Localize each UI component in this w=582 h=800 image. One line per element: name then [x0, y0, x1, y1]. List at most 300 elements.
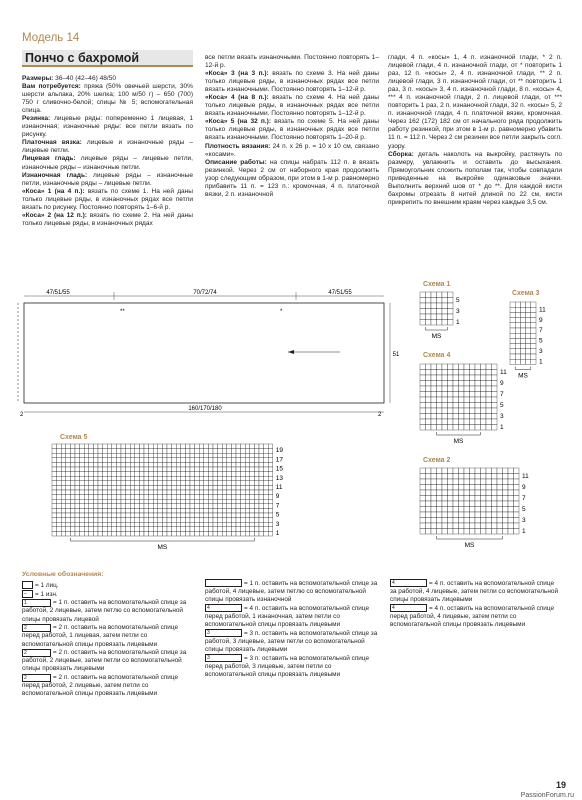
grid-cell	[172, 522, 177, 527]
grid-cell	[508, 518, 514, 524]
grid-cell	[514, 490, 520, 496]
grid-cell	[93, 449, 98, 454]
col2-paragraph	[205, 143, 379, 159]
grid-cell	[481, 468, 487, 474]
grid-cell	[121, 444, 126, 449]
grid-cell	[61, 531, 66, 536]
grid-cell	[93, 462, 98, 467]
grid-cell	[195, 462, 200, 467]
grid-cell	[470, 403, 476, 409]
grid-cell	[98, 531, 103, 536]
row-number: 5	[522, 506, 526, 513]
grid-cell	[172, 444, 177, 449]
grid-cell	[431, 529, 437, 535]
grid-cell	[227, 522, 232, 527]
grid-cell	[431, 320, 437, 326]
grid-cell	[250, 472, 255, 477]
grid-cell	[426, 468, 432, 474]
grid-cell	[464, 414, 470, 420]
grid-cell	[486, 403, 492, 409]
legend-text: = 3 п. оставить на вспомогательной спице перед работой, 3 лицевые, затем петли со вспомогательной спицы провязать лицевыми	[205, 654, 370, 678]
paragraph-heading: Платочная вязка:	[22, 139, 82, 147]
grid-cell	[126, 485, 131, 490]
grid-cell	[241, 481, 246, 486]
grid-cell	[121, 481, 126, 486]
legend-column-3	[390, 579, 562, 629]
grid-cell	[144, 485, 149, 490]
grid-cell	[98, 518, 103, 523]
grid-cell	[497, 490, 503, 496]
grid-cell	[503, 501, 509, 507]
grid-cell	[162, 504, 167, 509]
grid-cell	[70, 476, 75, 481]
row-number: 3	[275, 520, 280, 528]
grid-cell	[514, 512, 520, 518]
grid-cell	[172, 495, 177, 500]
ms-label: MS	[464, 542, 475, 549]
grid-cell	[475, 425, 481, 431]
grid-cell	[241, 527, 246, 532]
grid-cell	[250, 485, 255, 490]
grid-cell	[431, 370, 437, 376]
grid-cell	[167, 518, 172, 523]
grid-cell	[250, 490, 255, 495]
grid-cell	[139, 444, 144, 449]
grid-cell	[231, 527, 236, 532]
grid-cell	[153, 481, 158, 486]
paragraph-heading: Лицевая гладь:	[22, 155, 76, 163]
grid-cell	[172, 453, 177, 458]
grid-cell	[492, 518, 498, 524]
grid-cell	[250, 481, 255, 486]
grid-cell	[464, 518, 470, 524]
grid-cell	[426, 507, 432, 513]
grid-cell	[121, 490, 126, 495]
grid-cell	[453, 496, 459, 502]
col1-paragraph	[22, 83, 193, 115]
row-number: 11	[522, 473, 529, 480]
grid-cell	[475, 479, 481, 485]
grid-cell	[89, 531, 94, 536]
grid-cell	[204, 508, 209, 513]
grid-cell	[264, 458, 269, 463]
grid-cell	[486, 386, 492, 392]
grid-cell	[236, 444, 241, 449]
legend-text: = 4 п. оставить на вспомогательной спице перед работой, 4 лицевые, затем петли со вспомогательной спицы провязать лицевыми	[390, 604, 555, 628]
grid-cell	[167, 527, 172, 532]
grid-cell	[121, 476, 126, 481]
grid-cell	[126, 531, 131, 536]
grid-cell	[70, 472, 75, 477]
grid-cell	[250, 444, 255, 449]
grid-cell	[57, 458, 62, 463]
grid-cell	[80, 522, 85, 527]
grid-cell	[459, 381, 465, 387]
grid-cell	[222, 453, 227, 458]
grid-cell	[426, 392, 432, 398]
grid-cell	[103, 467, 108, 472]
grid-cell	[250, 453, 255, 458]
grid-cell	[259, 508, 264, 513]
grid-cell	[126, 462, 131, 467]
grid-cell	[75, 518, 80, 523]
legend-item	[390, 579, 562, 604]
legend-item	[22, 590, 194, 599]
grid-cell	[492, 414, 498, 420]
grid-cell	[84, 485, 89, 490]
grid-cell	[162, 518, 167, 523]
grid-cell	[241, 531, 246, 536]
grid-cell	[107, 522, 112, 527]
grid-cell	[213, 453, 218, 458]
dim-side: 51	[392, 352, 400, 358]
grid-cell	[80, 462, 85, 467]
grid-cell	[520, 333, 525, 338]
grid-cell	[130, 462, 135, 467]
grid-cell	[515, 344, 520, 349]
grid-cell	[204, 462, 209, 467]
grid-cell	[264, 504, 269, 509]
scheme-1-grid	[418, 290, 498, 340]
grid-cell	[135, 527, 140, 532]
grid-cell	[158, 518, 163, 523]
grid-cell	[176, 472, 181, 477]
grid-cell	[515, 349, 520, 354]
grid-cell	[149, 485, 154, 490]
grid-cell	[162, 508, 167, 513]
grid-cell	[84, 444, 89, 449]
grid-cell	[52, 518, 57, 523]
grid-cell	[167, 449, 172, 454]
grid-cell	[227, 444, 232, 449]
grid-cell	[126, 522, 131, 527]
grid-cell	[245, 476, 250, 481]
grid-cell	[66, 518, 71, 523]
grid-cell	[497, 501, 503, 507]
row-number: 7	[500, 391, 504, 398]
grid-cell	[515, 354, 520, 359]
grid-cell	[437, 403, 443, 409]
grid-cell	[442, 468, 448, 474]
grid-cell	[208, 513, 213, 518]
grid-cell	[103, 531, 108, 536]
grid-cell	[520, 312, 525, 317]
instructions-column-1	[22, 75, 193, 228]
grid-cell	[420, 474, 426, 480]
grid-cell	[459, 496, 465, 502]
grid-cell	[475, 490, 481, 496]
grid-cell	[204, 476, 209, 481]
grid-cell	[185, 462, 190, 467]
grid-cell	[116, 490, 121, 495]
col1-paragraph	[22, 212, 193, 228]
grid-cell	[199, 495, 204, 500]
grid-cell	[162, 495, 167, 500]
grid-cell	[497, 507, 503, 513]
grid-cell	[121, 531, 126, 536]
grid-cell	[116, 485, 121, 490]
grid-cell	[57, 444, 62, 449]
row-number: 7	[275, 502, 280, 510]
grid-cell	[172, 458, 177, 463]
grid-cell	[199, 458, 204, 463]
grid-cell	[135, 444, 140, 449]
row-number: 9	[539, 316, 543, 324]
grid-cell	[144, 453, 149, 458]
grid-cell	[236, 485, 241, 490]
grid-cell	[103, 485, 108, 490]
grid-cell	[514, 468, 520, 474]
grid-cell	[264, 527, 269, 532]
grid-cell	[481, 381, 487, 387]
grid-cell	[492, 501, 498, 507]
grid-cell	[139, 453, 144, 458]
grid-cell	[112, 508, 117, 513]
grid-cell	[231, 522, 236, 527]
grid-cell	[437, 320, 443, 326]
paragraph-heading: «Коса» 3 (на 3 п.):	[205, 70, 269, 78]
grid-cell	[153, 453, 158, 458]
grid-cell	[470, 490, 476, 496]
grid-cell	[218, 449, 223, 454]
grid-cell	[190, 458, 195, 463]
grid-cell	[185, 472, 190, 477]
grid-cell	[227, 518, 232, 523]
grid-cell	[227, 490, 232, 495]
grid-cell	[453, 419, 459, 425]
grid-cell	[84, 531, 89, 536]
grid-cell	[448, 408, 454, 414]
grid-cell	[222, 490, 227, 495]
grid-cell	[213, 508, 218, 513]
grid-cell	[112, 522, 117, 527]
grid-cell	[103, 476, 108, 481]
grid-cell	[259, 495, 264, 500]
grid-cell	[204, 527, 209, 532]
grid-cell	[158, 472, 163, 477]
grid-cell	[158, 527, 163, 532]
grid-cell	[107, 467, 112, 472]
grid-cell	[167, 476, 172, 481]
grid-cell	[268, 485, 273, 490]
grid-cell	[470, 529, 476, 535]
grid-cell	[437, 298, 443, 304]
grid-cell	[448, 397, 454, 403]
grid-cell	[57, 462, 62, 467]
grid-cell	[190, 508, 195, 513]
grid-cell	[437, 314, 443, 320]
grid-cell	[503, 512, 509, 518]
grid-cell	[231, 458, 236, 463]
row-number: 5	[456, 297, 460, 304]
grid-cell	[107, 472, 112, 477]
legend-item	[22, 649, 194, 674]
legend-item	[205, 629, 379, 654]
grid-cell	[245, 504, 250, 509]
row-number: 3	[500, 413, 504, 420]
grid-cell	[149, 518, 154, 523]
grid-cell	[464, 381, 470, 387]
grid-cell	[61, 490, 66, 495]
grid-cell	[475, 414, 481, 420]
legend-symbol-icon: 4	[390, 579, 427, 587]
grid-cell	[89, 513, 94, 518]
grid-cell	[497, 512, 503, 518]
grid-cell	[84, 527, 89, 532]
legend-symbol-icon: 4	[390, 604, 427, 612]
grid-cell	[453, 512, 459, 518]
grid-cell	[437, 518, 443, 524]
grid-cell	[103, 462, 108, 467]
grid-cell	[222, 513, 227, 518]
paragraph-text: лицевые и изнаночные ряды – лицевые петли.	[22, 139, 194, 155]
grid-cell	[172, 527, 177, 532]
grid-cell	[93, 444, 98, 449]
grid-cell	[107, 518, 112, 523]
grid-cell	[442, 381, 448, 387]
grid-cell	[139, 485, 144, 490]
grid-cell	[481, 485, 487, 491]
grid-cell	[250, 508, 255, 513]
grid-cell	[172, 476, 177, 481]
paragraph-text: вязать по схеме 5. На ней даны только лицевые ряды, в изнаночных рядах все петли вязать изнаночными. Постоянно повторять 1–20-й р.	[205, 118, 379, 142]
grid-cell	[431, 468, 437, 474]
grid-cell	[222, 531, 227, 536]
grid-cell	[139, 462, 144, 467]
grid-cell	[486, 501, 492, 507]
grid-cell	[84, 476, 89, 481]
grid-cell	[61, 504, 66, 509]
legend-text: = 1 п. оставить на вспомогательной спице за работой, 4 лицевые, затем петлю со вспомогательной спицы провязать изнаночной	[205, 579, 378, 603]
grid-cell	[75, 504, 80, 509]
grid-cell	[144, 449, 149, 454]
grid-cell	[453, 364, 459, 370]
grid-cell	[245, 449, 250, 454]
grid-cell	[453, 414, 459, 420]
col1-paragraph	[22, 75, 193, 83]
grid-cell	[162, 522, 167, 527]
grid-cell	[116, 495, 121, 500]
row-number: 15	[275, 465, 284, 473]
grid-cell	[420, 419, 426, 425]
grid-cell	[459, 408, 465, 414]
grid-cell	[158, 499, 163, 504]
grid-cell	[130, 518, 135, 523]
grid-cell	[167, 453, 172, 458]
grid-cell	[153, 462, 158, 467]
grid-cell	[57, 513, 62, 518]
legend-symbol-icon: 2	[22, 624, 51, 632]
grid-cell	[486, 496, 492, 502]
grid-cell	[70, 499, 75, 504]
grid-cell	[116, 476, 121, 481]
grid-cell	[437, 309, 443, 315]
row-number: 19	[275, 447, 284, 455]
grid-cell	[162, 531, 167, 536]
grid-cell	[526, 307, 531, 312]
grid-cell	[254, 472, 259, 477]
grid-cell	[181, 490, 186, 495]
grid-cell	[437, 512, 443, 518]
grid-cell	[176, 504, 181, 509]
grid-cell	[135, 495, 140, 500]
grid-cell	[107, 453, 112, 458]
grid-cell	[93, 453, 98, 458]
grid-cell	[66, 481, 71, 486]
grid-cell	[453, 507, 459, 513]
grid-cell	[448, 419, 454, 425]
grid-cell	[107, 527, 112, 532]
grid-cell	[190, 444, 195, 449]
grid-cell	[116, 513, 121, 518]
grid-cell	[227, 453, 232, 458]
legend-text: = 3 п. оставить на вспомогательной спице за работой, 3 лицевые, затем петли со вспомогательной спицы провязать лицевыми	[205, 629, 378, 653]
grid-cell	[103, 458, 108, 463]
grid-cell	[514, 474, 520, 480]
grid-cell	[222, 508, 227, 513]
grid-cell	[526, 328, 531, 333]
grid-cell	[236, 449, 241, 454]
grid-cell	[481, 507, 487, 513]
grid-cell	[245, 518, 250, 523]
grid-cell	[254, 467, 259, 472]
grid-cell	[510, 354, 515, 359]
grid-cell	[442, 490, 448, 496]
grid-cell	[181, 485, 186, 490]
dim-corner-left: 2	[20, 412, 24, 418]
grid-cell	[464, 479, 470, 485]
grid-cell	[531, 354, 536, 359]
grid-cell	[153, 508, 158, 513]
grid-cell	[486, 414, 492, 420]
grid-cell	[431, 314, 437, 320]
grid-cell	[66, 476, 71, 481]
grid-cell	[431, 364, 437, 370]
grid-cell	[437, 397, 443, 403]
grid-cell	[503, 518, 509, 524]
grid-cell	[268, 495, 273, 500]
grid-cell	[208, 472, 213, 477]
grid-cell	[259, 467, 264, 472]
grid-cell	[254, 462, 259, 467]
grid-cell	[126, 444, 131, 449]
grid-cell	[448, 414, 454, 420]
grid-cell	[254, 476, 259, 481]
grid-cell	[470, 386, 476, 392]
grid-cell	[98, 504, 103, 509]
grid-cell	[204, 490, 209, 495]
grid-cell	[481, 518, 487, 524]
grid-cell	[126, 499, 131, 504]
grid-cell	[149, 531, 154, 536]
grid-cell	[531, 349, 536, 354]
grid-cell	[66, 453, 71, 458]
grid-cell	[245, 444, 250, 449]
grid-cell	[162, 481, 167, 486]
grid-cell	[130, 495, 135, 500]
grid-cell	[486, 512, 492, 518]
grid-cell	[158, 495, 163, 500]
grid-cell	[144, 527, 149, 532]
grid-cell	[149, 476, 154, 481]
grid-cell	[112, 485, 117, 490]
grid-cell	[254, 499, 259, 504]
grid-cell	[176, 449, 181, 454]
grid-cell	[204, 444, 209, 449]
grid-cell	[158, 531, 163, 536]
grid-cell	[103, 449, 108, 454]
grid-cell	[218, 481, 223, 486]
